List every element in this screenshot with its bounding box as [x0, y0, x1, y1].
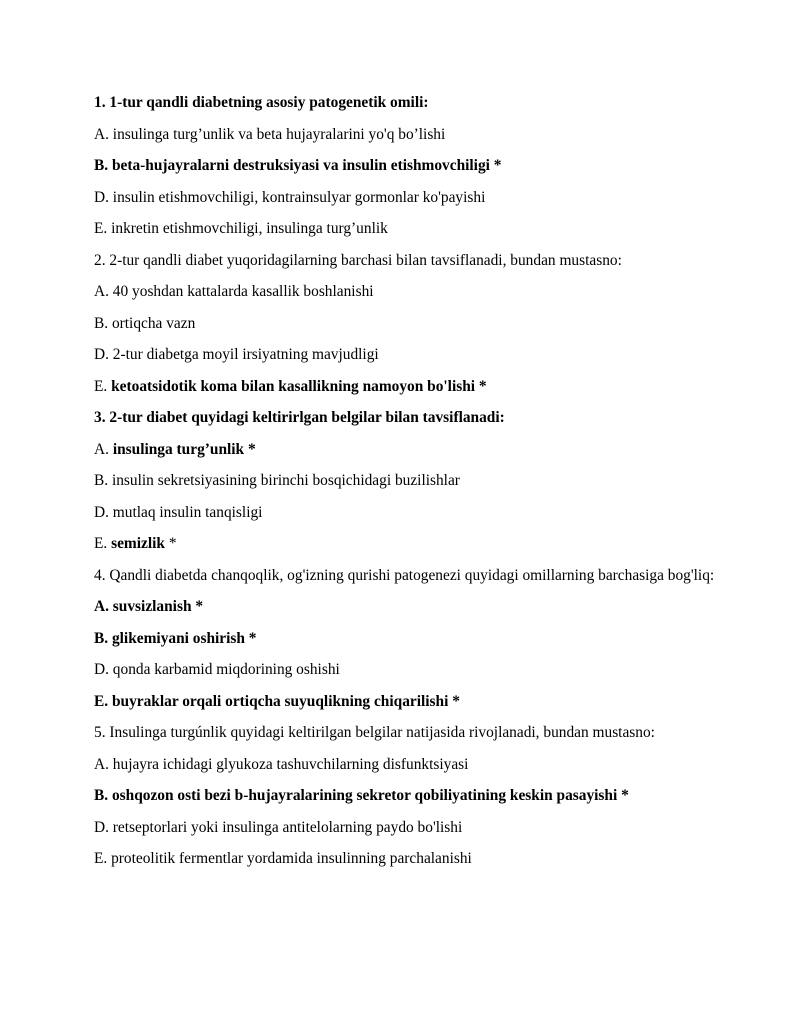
question-2-text: 2. 2-tur qandli diabet yuqoridagilarning barchasi bilan tavsiflanadi, bundan mustasno:: [94, 251, 622, 269]
question-block-3: [94, 408, 734, 553]
option-answer: ketoatsidotik koma bilan kasallikning namoyon bo'lishi *: [111, 377, 487, 395]
question-2-option-d: D. 2-tur diabetga moyil irsiyatning mavjudligi: [94, 346, 379, 363]
question-4-option-b: B. glikemiyani oshirish *: [94, 629, 257, 647]
question-5-option-d: D. retseptorlari yoki insulinga antitelolarning paydo bo'lishi: [94, 818, 463, 836]
question-block-1: [94, 93, 734, 238]
question-3-option-a: [94, 440, 734, 459]
question-3-text: 3. 2-tur diabet quyidagi keltirirlgan belgilar bilan tavsiflanadi:: [94, 409, 505, 426]
question-5-option-a: A. hujayra ichidagi glyukoza tashuvchilarning disfunktsiyasi: [94, 755, 469, 773]
question-5-option-b: B. oshqozon osti bezi b-hujayralarining sekretor qobiliyatining keskin pasayishi *: [94, 787, 629, 804]
question-4-text: 4. Qandli diabetda chanqoqlik, og'izning qurishi patogenezi quyidagi omillarning barchasiga bog'liq:: [94, 566, 715, 584]
question-2-option-e: [94, 377, 734, 396]
question-2-option-a: A. 40 yoshdan kattalarda kasallik boshlanishi: [94, 283, 374, 300]
document-page: [94, 93, 734, 881]
question-4-option-e: E. buyraklar orqali ortiqcha suyuqlikning chiqarilishi *: [94, 692, 460, 710]
option-suffix: *: [164, 535, 177, 552]
option-answer: semizlik: [111, 535, 165, 552]
question-1-option-b: B. beta-hujayralarni destruksiyasi va insulin etishmovchiligi *: [94, 157, 502, 174]
option-prefix: E.: [94, 377, 112, 395]
question-2-option-b: B. ortiqcha vazn: [94, 314, 196, 332]
question-3-option-d: D. mutlaq insulin tanqisligi: [94, 503, 263, 521]
question-4-option-d: D. qonda karbamid miqdorining oshishi: [94, 661, 340, 678]
question-1-text: 1. 1-tur qandli diabetning asosiy patogenetik omili:: [94, 94, 429, 111]
option-prefix: A.: [94, 440, 113, 458]
question-1-option-d: D. insulin etishmovchiligi, kontrainsulyar gormonlar ko'payishi: [94, 188, 486, 206]
question-3-option-b: B. insulin sekretsiyasining birinchi bosqichidagi buzilishlar: [94, 472, 460, 489]
question-block-5: [94, 723, 734, 868]
question-1-option-e: E. inkretin etishmovchiligi, insulinga turg’unlik: [94, 220, 388, 237]
option-answer: insulinga turg’unlik *: [112, 440, 256, 458]
question-block-4: [94, 566, 734, 711]
question-5-option-e: E. proteolitik fermentlar yordamida insulinning parchalanishi: [94, 850, 472, 867]
question-1-option-a: A. insulinga turg’unlik va beta hujayralarini yo'q bo’lishi: [94, 125, 446, 143]
question-4-option-a: A. suvsizlanish *: [94, 598, 204, 615]
question-5-text: 5. Insulinga turgúnlik quyidagi keltirilgan belgilar natijasida rivojlanadi, bundan mustasno:: [94, 724, 655, 741]
question-3-option-e: [94, 534, 734, 553]
option-prefix: E.: [94, 535, 112, 552]
question-block-2: [94, 251, 734, 396]
